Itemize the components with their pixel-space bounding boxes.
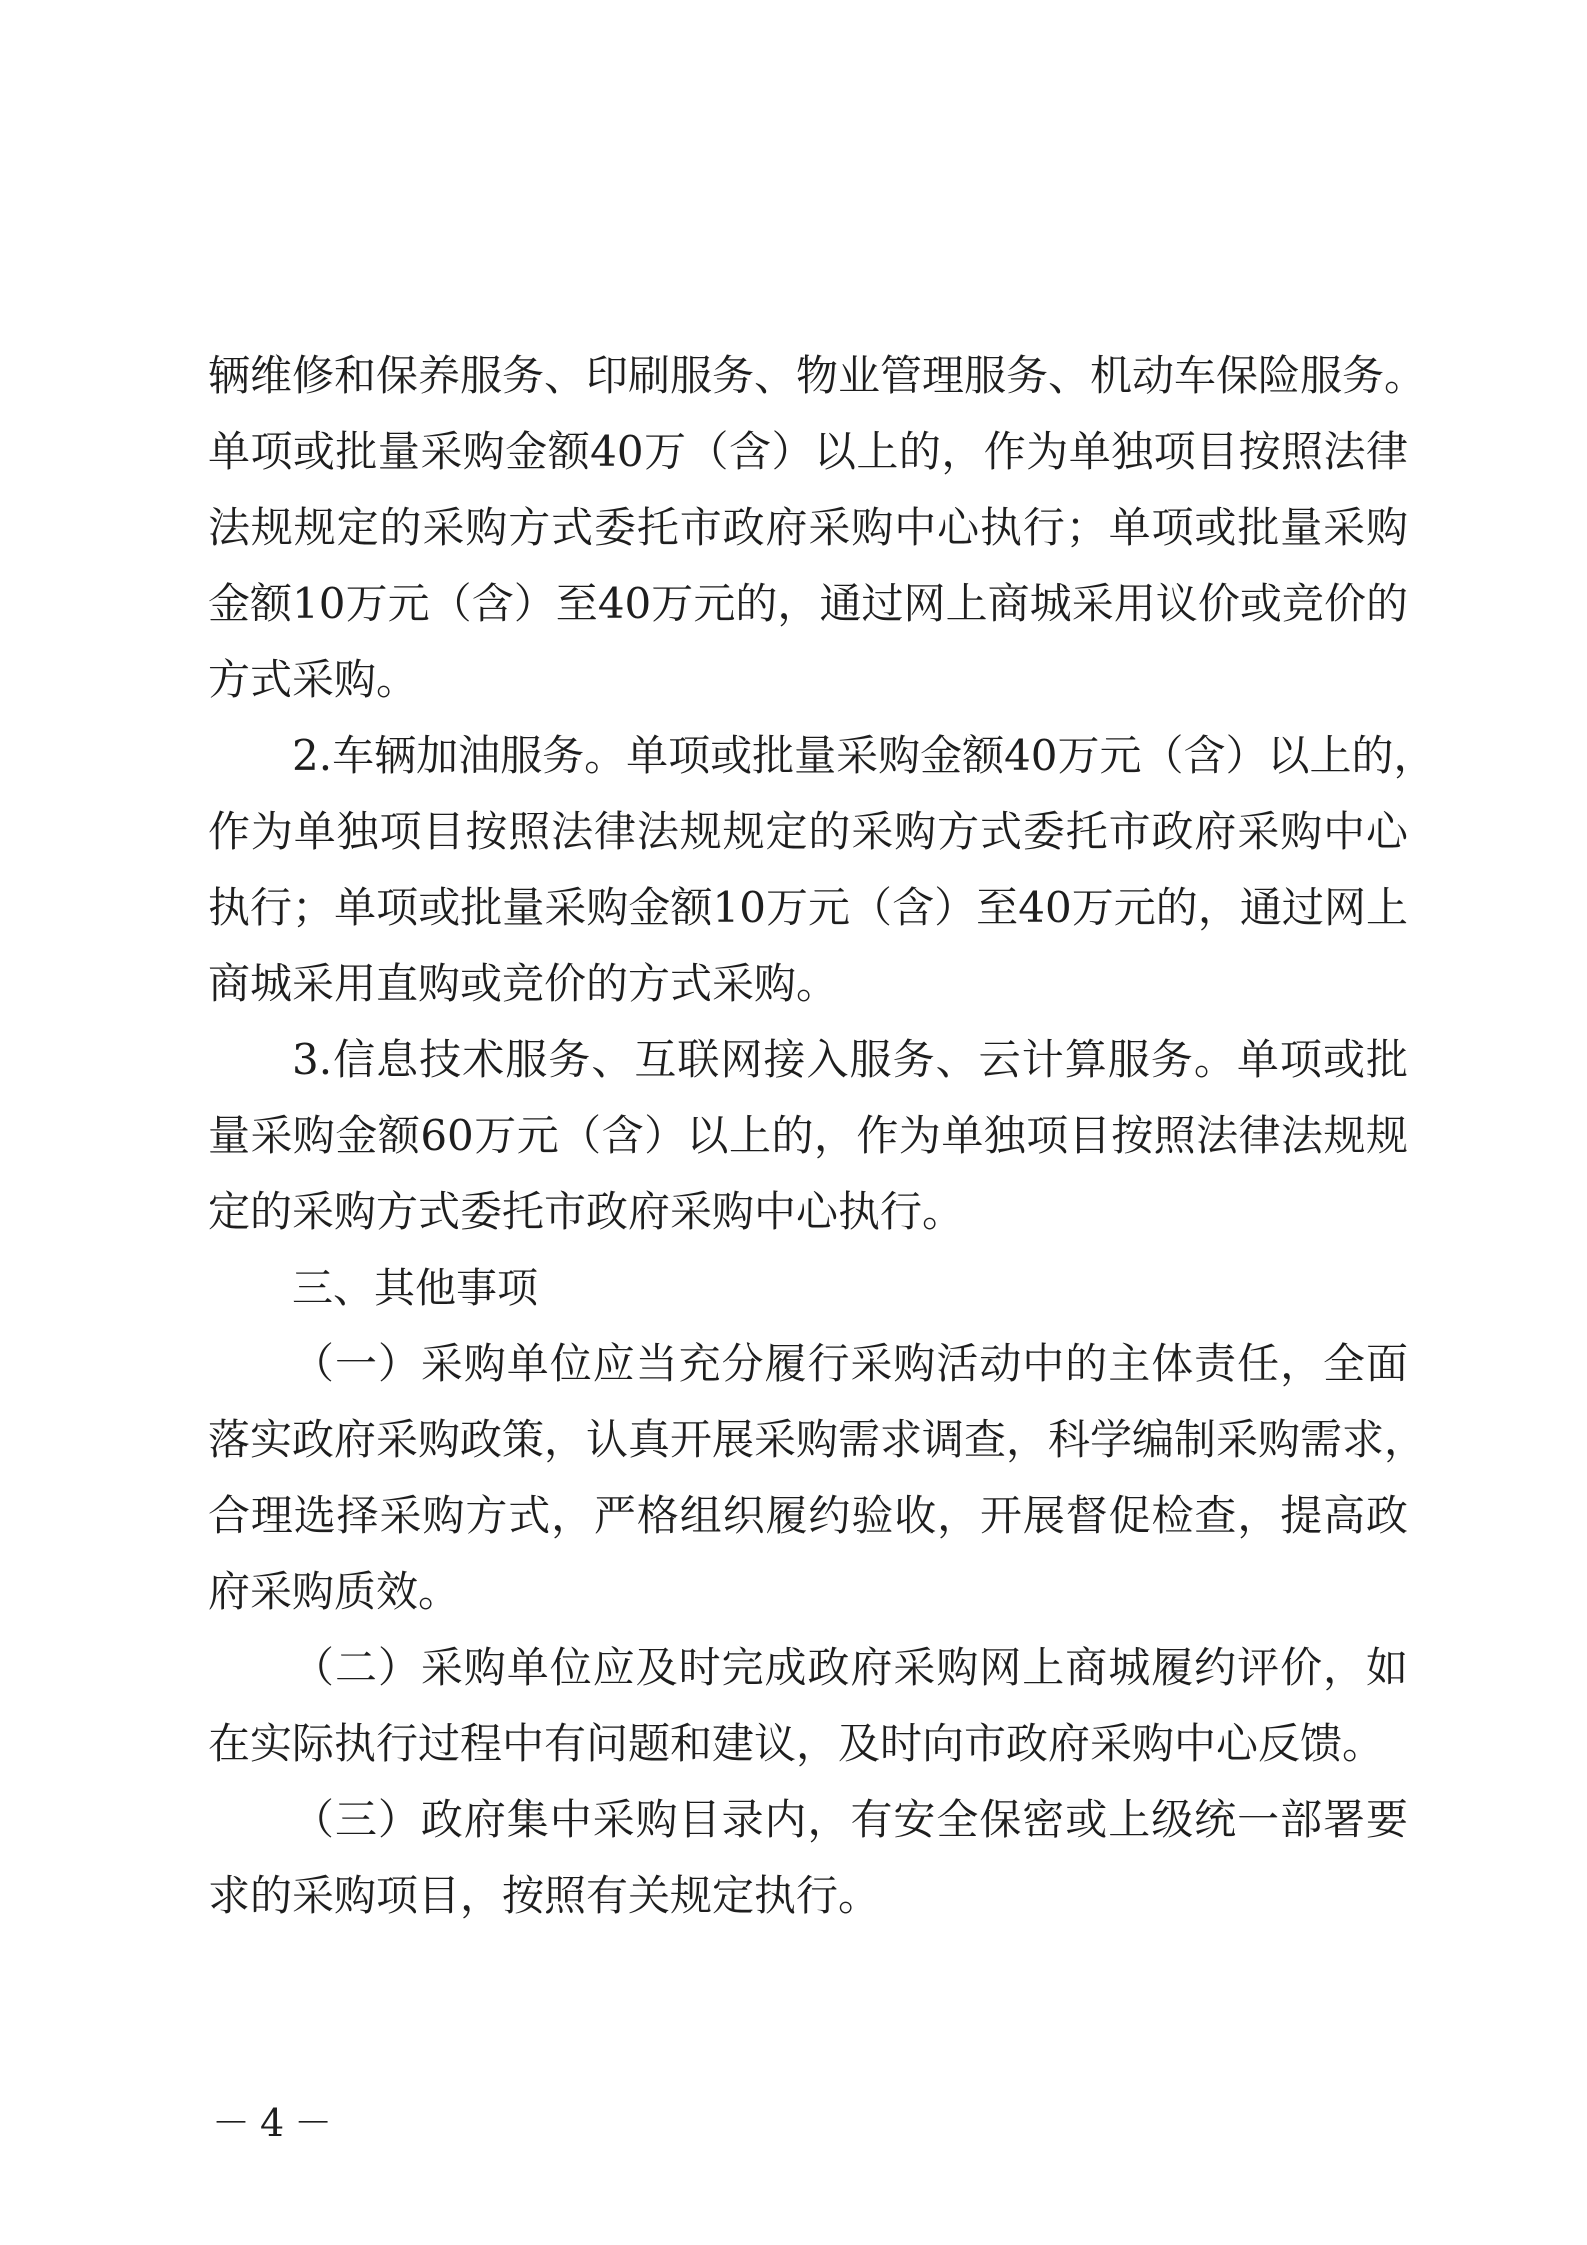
text-line: （一）采购单位应当充分履行采购活动中的主体责任，全面 (292, 1339, 1408, 1388)
text-line: 作为单独项目按照法律法规规定的采购方式委托市政府采购中心 (208, 807, 1408, 856)
section-heading: 三、其他事项 (292, 1264, 538, 1312)
text-line: 辆维修和保养服务、印刷服务、物业管理服务、机动车保险服务。 (208, 351, 1427, 400)
text-line: 法规规定的采购方式委托市政府采购中心执行；单项或批量采购 (208, 503, 1408, 552)
text-line: 方式采购。 (208, 655, 419, 704)
text-line: 在实际执行过程中有问题和建议，及时向市政府采购中心反馈。 (208, 1719, 1385, 1768)
text-line: 单项或批量采购金额40万（含）以上的，作为单独项目按照法律 (208, 427, 1408, 476)
text-line: 2.车辆加油服务。单项或批量采购金额40万元（含）以上的， (292, 731, 1436, 780)
text-line: 3.信息技术服务、互联网接入服务、云计算服务。单项或批 (292, 1035, 1408, 1084)
text-line: 商城采用直购或竞价的方式采购。 (208, 959, 839, 1008)
text-line: 定的采购方式委托市政府采购中心执行。 (208, 1187, 965, 1236)
text-line: 合理选择采购方式，严格组织履约验收，开展督促检查，提高政 (208, 1491, 1408, 1540)
text-line: 量采购金额60万元（含）以上的，作为单独项目按照法律法规规 (208, 1111, 1408, 1160)
text-line: （二）采购单位应及时完成政府采购网上商城履约评价，如 (292, 1643, 1408, 1692)
text-line: 府采购质效。 (208, 1567, 461, 1616)
text-line: 求的采购项目，按照有关规定执行。 (208, 1871, 881, 1920)
text-line: 落实政府采购政策，认真开展采购需求调查，科学编制采购需求， (208, 1415, 1427, 1464)
body-text (208, 338, 1436, 1934)
text-line: （三）政府集中采购目录内，有安全保密或上级统一部署要 (292, 1795, 1408, 1844)
page-number: －4－ (212, 2101, 343, 2145)
text-line: 执行；单项或批量采购金额10万元（含）至40万元的，通过网上 (208, 883, 1408, 932)
text-line: 金额10万元（含）至40万元的，通过网上商城采用议价或竞价的 (208, 579, 1408, 628)
